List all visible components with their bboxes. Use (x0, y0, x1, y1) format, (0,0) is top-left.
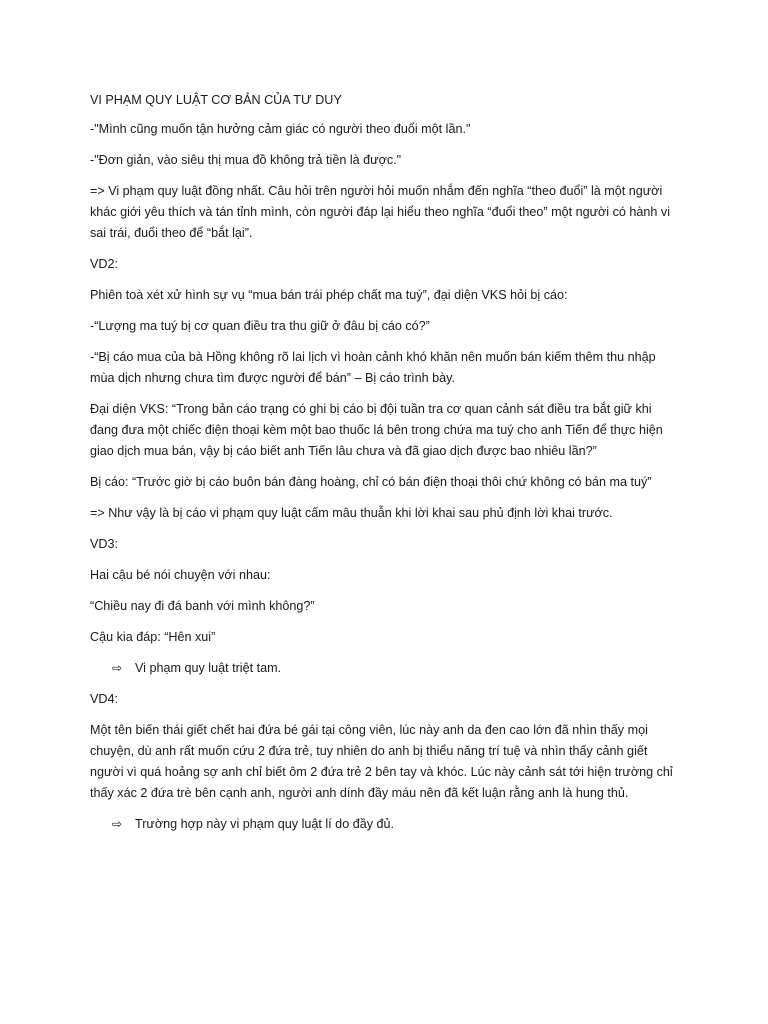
paragraph-quote-1: -"Mình cũng muốn tận hưởng cảm giác có người theo đuổi một lần." (90, 122, 471, 136)
bullet-item-1 (90, 658, 680, 679)
arrow-right-icon: ⇨ (112, 817, 123, 831)
heading-vd3: VD3: (90, 537, 118, 551)
paragraph-quote-2: -"Đơn giản, vào siêu thị mua đồ không trả tiền là được." (90, 153, 402, 167)
heading-vd4: VD4: (90, 692, 118, 706)
paragraph-vd2-intro: Phiên toà xét xử hình sự vụ “mua bán trái phép chất ma tuý”, đại diện VKS hỏi bị cáo: (90, 288, 568, 302)
document-page (90, 90, 680, 845)
bullet-item-2 (90, 814, 680, 835)
paragraph-vd3-intro: Hai cậu bé nói chuyện với nhau: (90, 568, 271, 582)
paragraph-conclusion-1: => Vi phạm quy luật đồng nhất. Câu hỏi trên người hỏi muốn nhắm đến nghĩa “theo đuổi” là một người khác giới yêu thích và tán tỉnh mình, còn người đáp lại hiểu theo nghĩa “đuổi theo” một người có hành vi sai trái, đuổi theo để “bắt lại”. (90, 184, 671, 240)
paragraph-vd2-question: -“Lượng ma tuý bị cơ quan điều tra thu giữ ở đâu bị cáo có?” (90, 319, 430, 333)
bullet-text-2: Trường hợp này vi phạm quy luật lí do đầy đủ. (135, 817, 395, 831)
paragraph-vd4: Một tên biến thái giết chết hai đứa bé gái tại công viên, lúc này anh da đen cao lớn đã nhìn thấy mọi chuyện, dù anh rất muốn cứu 2 đứa trẻ, tuy nhiên do anh bị thiểu năng trí tuệ và nhìn thấy cảnh giết người vì quá hoảng sợ anh chỉ biết ôm 2 đứa trẻ 2 bên tay và khóc. Lúc này cảnh sát tới hiện trường chỉ thấy xác 2 đứa trè bên cạnh anh, người anh dính đầy máu nên đã kết luận rằng anh là hung thủ. (90, 723, 673, 800)
paragraph-vd3-answer: Cậu kia đáp: “Hên xui” (90, 630, 216, 644)
document-title: VI PHẠM QUY LUẬT CƠ BẢN CỦA TƯ DUY (90, 93, 342, 107)
heading-vd2: VD2: (90, 257, 118, 271)
paragraph-vd2-conclusion: => Như vậy là bị cáo vi phạm quy luật cấm mâu thuẫn khi lời khai sau phủ định lời khai trước. (90, 506, 613, 520)
arrow-right-icon: ⇨ (112, 661, 123, 675)
paragraph-vd2-defendant: Bị cáo: “Trước giờ bị cáo buôn bán đàng hoàng, chỉ có bán điện thoại thôi chứ không có bán ma tuý” (90, 475, 652, 489)
paragraph-vd3-question: “Chiều nay đi đá banh với mình không?” (90, 599, 315, 613)
paragraph-vd2-answer: -“Bị cáo mua của bà Hồng không rõ lai lịch vì hoàn cảnh khó khăn nên muốn bán kiếm thêm thu nhập mùa dịch nhưng chưa tìm được người để bán” – Bị cáo trình bày. (90, 350, 656, 385)
bullet-text-1: Vi phạm quy luật triệt tam. (135, 661, 282, 675)
paragraph-vd2-vks: Đại diện VKS: “Trong bản cáo trạng có ghi bị cáo bị đội tuần tra cơ quan cảnh sát điều tra bắt giữ khi đang đưa một chiếc điện thoại kèm một bao thuốc lá bên trong chứa ma tuý cho anh Tiến để thực hiện giao dịch mua bán, vậy bị cáo biết anh Tiến lâu chưa và đã giao dịch được bao nhiêu lần?” (90, 402, 663, 458)
